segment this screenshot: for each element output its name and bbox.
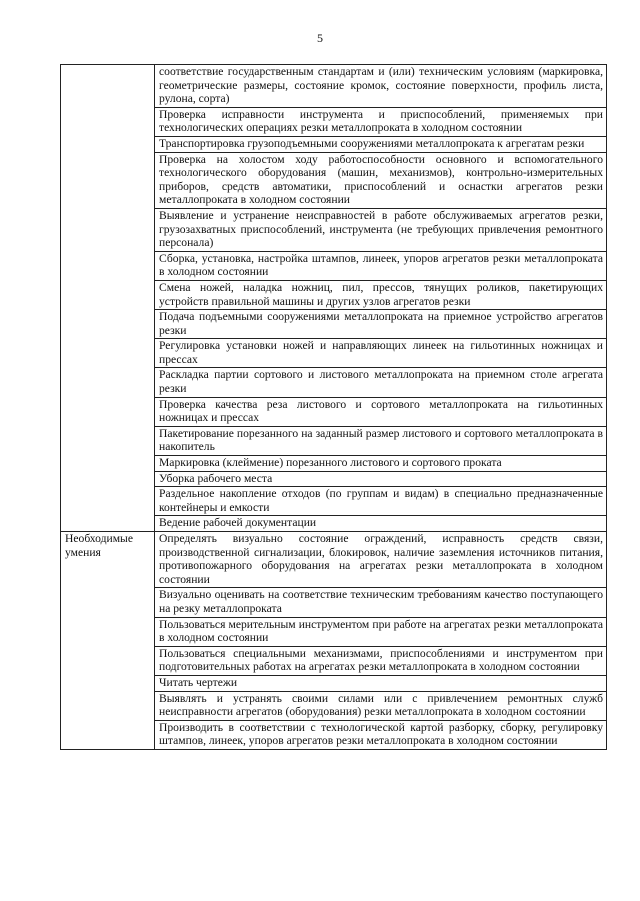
table-cell-text: Пользоваться мерительным инструментом при работе на агрегатах резки металлопроката в холодном состоянии bbox=[155, 617, 607, 646]
table-cell-text: Маркировка (клеймение) порезанного листового и сортового проката bbox=[155, 456, 607, 472]
page-number: 5 bbox=[317, 31, 323, 45]
table-cell-text: Проверка исправности инструмента и приспособлений, применяемых при технологических операциях резки металлопроката в холодном состоянии bbox=[155, 107, 607, 136]
table-cell-text: Выявление и устранение неисправностей в работе обслуживаемых агрегатов резки, грузозахватных приспособлений, инструмента (не требующих привлечения ремонтного персонала) bbox=[155, 208, 607, 251]
table-cell-text: Пользоваться специальными механизмами, приспособлениями и инструментом при подготовительных работах на агрегатах резки металлопроката в холодном состоянии bbox=[155, 646, 607, 675]
table-cell-text: Выявлять и устранять своими силами или с привлечением ремонтных служб неисправности агрегатов (оборудования) резки металлопроката в холодном состоянии bbox=[155, 691, 607, 720]
table-cell-text: Визуально оценивать на соответствие техническим требованиям качество поступающего на резку металлопроката bbox=[155, 588, 607, 617]
table-cell-text: Регулировка установки ножей и направляющих линеек на гильотинных ножницах и прессах bbox=[155, 339, 607, 368]
table-cell-text: Подача подъемными сооружениями металлопроката на приемное устройство агрегатов резки bbox=[155, 310, 607, 339]
table-row bbox=[61, 65, 607, 108]
table-cell-text: Раздельное накопление отходов (по группам и видам) в специально предназначенные контейнеры и емкости bbox=[155, 487, 607, 516]
table-cell-text: Раскладка партии сортового и листового металлопроката на приемном столе агрегата резки bbox=[155, 368, 607, 397]
table-cell-text: соответствие государственным стандартам и (или) техническим условиям (маркировка, геометрические размеры, состояние кромок, состояние поверхности, профиль листа, рулона, сорта) bbox=[155, 65, 607, 108]
table-cell-text: Сборка, установка, настройка штампов, линеек, упоров агрегатов резки металлопроката в холодном состоянии bbox=[155, 251, 607, 280]
table-cell-text: Читать чертежи bbox=[155, 675, 607, 691]
table-cell-text: Транспортировка грузоподъемными сооружениями металлопроката к агрегатам резки bbox=[155, 136, 607, 152]
table-cell-text: Производить в соответствии с технологической картой разборку, сборку, регулировку штампов, линеек, упоров агрегатов резки металлопроката в холодном состоянии bbox=[155, 720, 607, 749]
table-cell-text: Проверка на холостом ходу работоспособности основного и вспомогательного технологического оборудования (машин, механизмов), контрольно-измерительных приборов, средств автоматики, приспособлений и оснастки агрегатов резки металлопроката в холодном состоянии bbox=[155, 152, 607, 208]
table-cell-text: Уборка рабочего места bbox=[155, 471, 607, 487]
table-cell-text: Пакетирование порезанного на заданный размер листового и сортового металлопроката в накопитель bbox=[155, 426, 607, 455]
table-row bbox=[61, 532, 607, 588]
table-cell-text: Смена ножей, наладка ножниц, пил, прессов, тянущих роликов, пакетирующих устройств правильной машины и других узлов агрегатов резки bbox=[155, 280, 607, 309]
section-label-continued bbox=[61, 65, 155, 532]
competency-table bbox=[60, 64, 607, 750]
table-cell-text: Проверка качества реза листового и сортового металлопроката на гильотинных ножницах и прессах bbox=[155, 397, 607, 426]
section-label: Необходимые умения bbox=[61, 532, 155, 750]
table-cell-text: Ведение рабочей документации bbox=[155, 516, 607, 532]
table-cell-text: Определять визуально состояние ограждений, исправность средств связи, производственной сигнализации, блокировок, наличие заземления источников питания, противопожарного оборудования на агрегатах резки металлопроката в холодном состоянии bbox=[155, 532, 607, 588]
